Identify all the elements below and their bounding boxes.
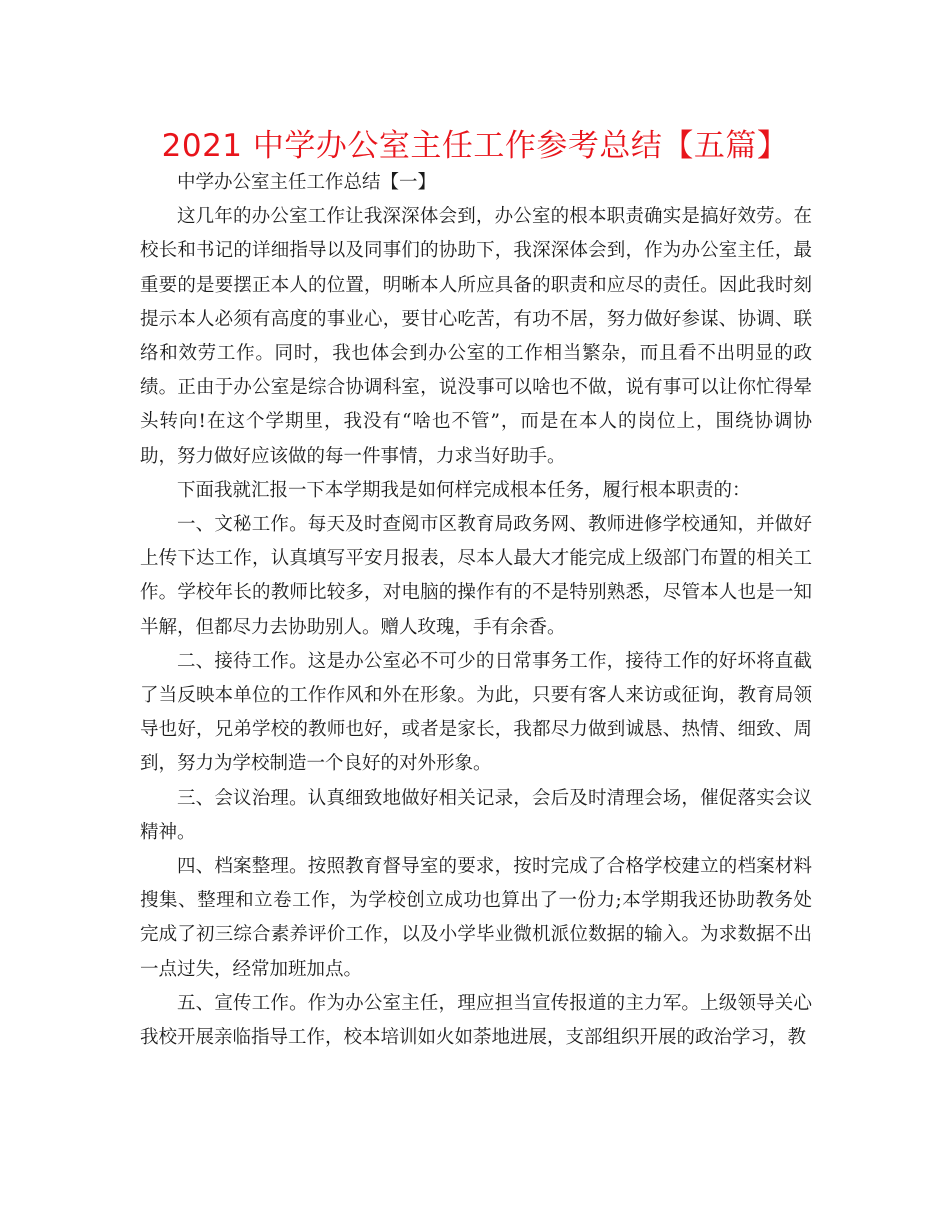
body-paragraph: 三、会议治理。认真细致地做好相关记录，会后及时清理会场，催促落实会议精神。	[140, 787, 812, 843]
body-paragraph: 下面我就汇报一下本学期我是如何样完成根本任务，履行根本职责的：	[177, 479, 751, 501]
body-paragraph: 四、档案整理。按照教育督导室的要求，按时完成了合格学校建立的档案材料搜集、整理和立卷工作，为学校创立成功也算出了一份力;本学期我还协助教务处完成了初三综合素养评价工作，以及小学毕业微机派位数据的输入。为求数据不出一点过失，经常加班加点。	[140, 856, 812, 980]
section-heading: 中学办公室主任工作总结【一】	[177, 172, 437, 193]
body-paragraph: 这几年的办公室工作让我深深体会到，办公室的根本职责确实是搞好效劳。在校长和书记的详细指导以及同事们的协助下，我深深体会到，作为办公室主任，最重要的是要摆正本人的位置，明晰本人所应具备的职责和应尽的责任。因此我时刻提示本人必须有高度的事业心，要甘心吃苦，有功不居，努力做好参谋、协调、联络和效劳工作。同时，我也体会到办公室的工作相当繁杂，而且看不出明显的政绩。正由于办公室是综合协调科室，说没事可以啥也不做，说有事可以让你忙得晕头转向!在这个学期里，我没有“啥也不管”，而是在本人的岗位上，围绕协调协助，努力做好应该做的每一件事情，力求当好助手。	[140, 206, 812, 467]
document-title: 2021 中学办公室主任工作参考总结【五篇】	[161, 128, 789, 164]
document-body	[140, 166, 812, 1055]
body-paragraph: 一、文秘工作。每天及时查阅市区教育局政务网、教师进修学校通知，并做好上传下达工作，认真填写平安月报表，尽本人最大才能完成上级部门布置的相关工作。学校年长的教师比较多，对电脑的操作有的不是特别熟悉，尽管本人也是一知半解，但都尽力去协助别人。赠人玫瑰，手有余香。	[140, 514, 812, 638]
body-paragraph: 二、接待工作。这是办公室必不可少的日常事务工作，接待工作的好坏将直截了当反映本单位的工作作风和外在形象。为此，只要有客人来访或征询，教育局领导也好，兄弟学校的教师也好，或者是家长，我都尽力做到诚恳、热情、细致、周到，努力为学校制造一个良好的对外形象。	[140, 650, 812, 775]
body-paragraph: 五、宣传工作。作为办公室主任，理应担当宣传报道的主力军。上级领导关心我校开展亲临指导工作，校本培训如火如荼地进展，支部组织开展的政治学习，教	[140, 992, 812, 1049]
